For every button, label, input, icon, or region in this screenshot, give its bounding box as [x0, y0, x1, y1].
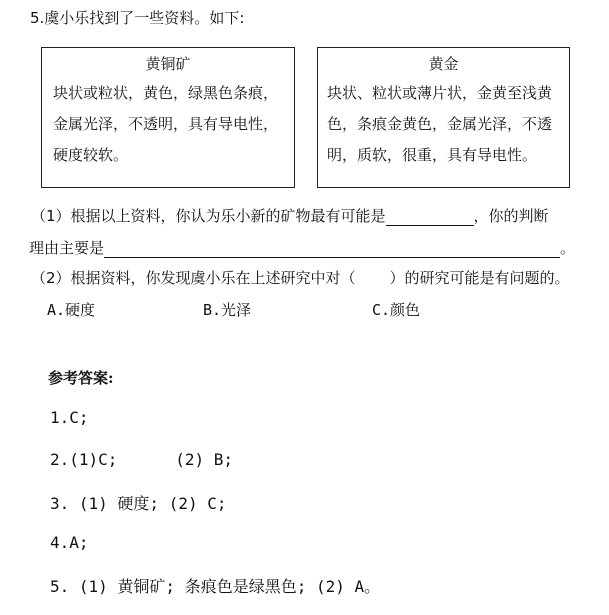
box-title: 黄铜矿: [145, 55, 191, 73]
reason-answer-blank[interactable]: [104, 239, 560, 258]
part1-reason-line: [29, 237, 575, 258]
box-line: 块状、粒状或薄片状，金黄至浅黄: [327, 84, 553, 102]
part1-text-a: （1）根据以上资料，你认为乐小新的矿物最有可能是: [31, 207, 386, 225]
box-line: 块状或粒状，黄色，绿黑色条痕，: [53, 84, 279, 102]
option-a: A.硬度: [47, 301, 96, 319]
part1-line: [31, 205, 549, 226]
answer-item: 2.(1)C; (2) B;: [50, 450, 234, 469]
part1-text-c: 理由主要是: [29, 239, 105, 257]
answer-item: 1.C;: [50, 408, 89, 427]
answers-heading: 参考答案:: [48, 369, 114, 387]
option-b: B.光泽: [203, 301, 252, 319]
chalcopyrite-info-box: [41, 47, 295, 188]
gold-info-box: [317, 47, 570, 188]
box-line: 明，质软，很重，具有导电性。: [327, 146, 538, 164]
answer-item: 3. (1) 硬度; (2) C;: [50, 494, 227, 513]
box-title: 黄金: [428, 55, 459, 73]
part2-text-b: ）的研究可能是有问题的。: [389, 269, 570, 287]
box-line: 色，条痕金黄色，金属光泽，不透: [327, 115, 553, 133]
part1-text-b: ，你的判断: [473, 207, 549, 225]
box-line: 硬度较软。: [53, 146, 129, 164]
answer-item: 5. (1) 黄铜矿; 条痕色是绿黑色; (2) A。: [50, 577, 381, 596]
answer-item: 4.A;: [50, 533, 89, 552]
part2-line: [31, 267, 570, 288]
part2-text-a: （2）根据资料，你发现虞小乐在上述研究中对（: [31, 269, 356, 287]
box-line: 金属光泽，不透明，具有导电性，: [53, 115, 279, 133]
option-c: C.颜色: [372, 301, 421, 319]
question-title: 5.虞小乐找到了一些资料。如下:: [30, 9, 245, 27]
mineral-answer-blank[interactable]: [386, 207, 474, 226]
part1-text-d: 。: [560, 239, 576, 257]
